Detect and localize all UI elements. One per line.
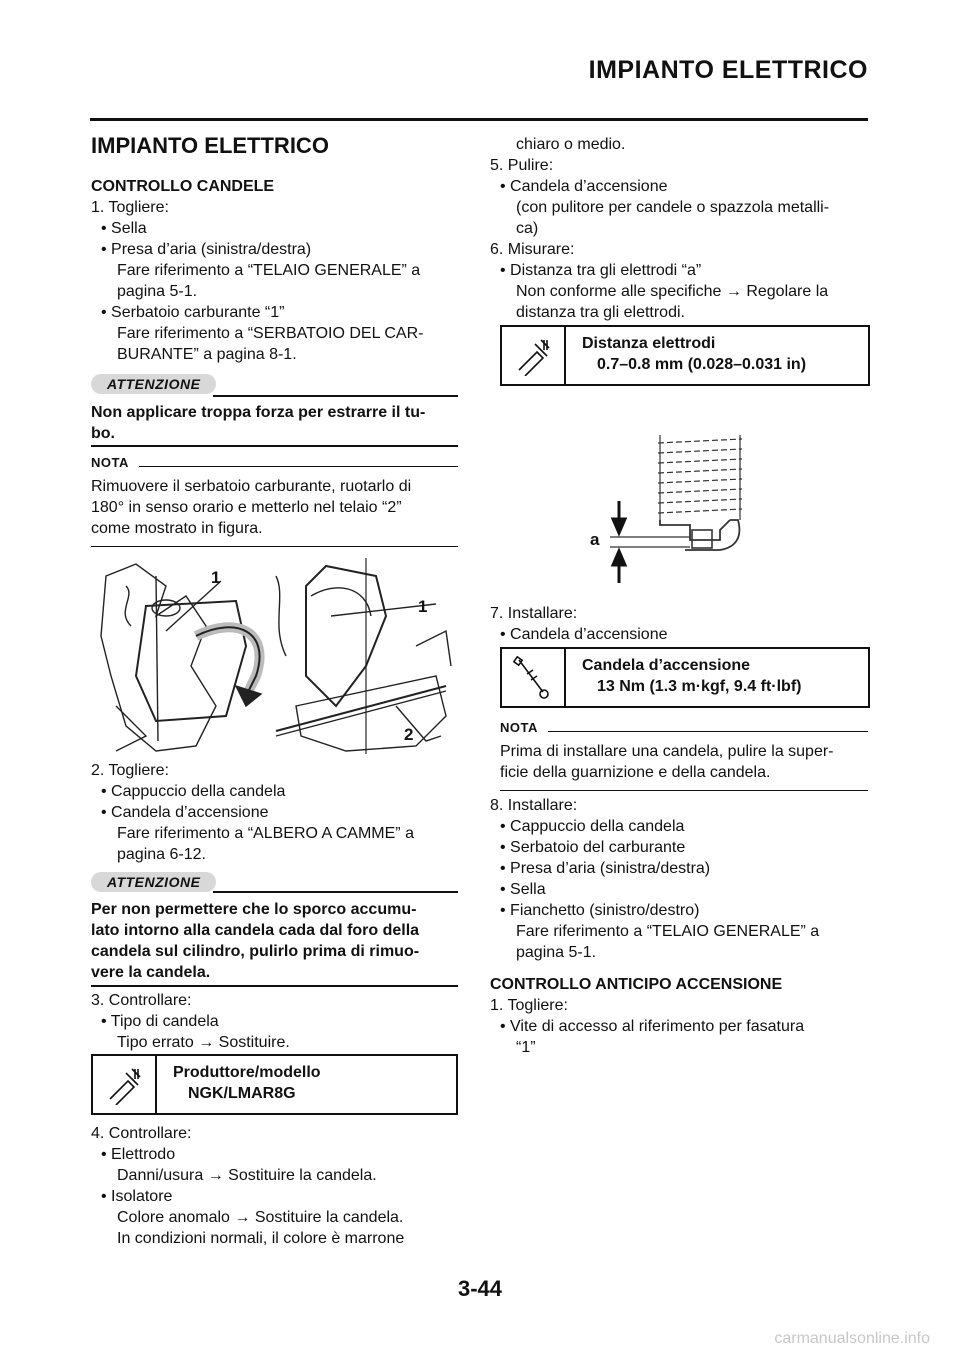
- caution-text: vere la candela.: [91, 964, 211, 981]
- step-2-ref: Fare riferimento a “ALBERO A CAMME” a: [117, 825, 414, 842]
- torque-wrench-icon: [502, 649, 566, 706]
- step-6: 6. Misurare:: [490, 241, 575, 258]
- figure-label-2: 2: [404, 725, 414, 744]
- step-5-item: • Candela d’accensione: [500, 178, 668, 195]
- step-2-item: • Cappuccio della candela: [101, 783, 286, 800]
- step-8-ref: Fare riferimento a “TELAIO GENERALE” a: [516, 923, 820, 940]
- nota-label: NOTA: [91, 455, 129, 470]
- step-2-ref: pagina 6-12.: [117, 846, 206, 863]
- step-8: 8. Installare:: [490, 797, 578, 814]
- page-header-title: IMPIANTO ELETTRICO: [588, 56, 868, 84]
- page-number: 3-44: [457, 1276, 503, 1301]
- step-8-item: • Fianchetto (sinistro/destro): [500, 902, 700, 919]
- spec-box-plug-model: [91, 1054, 458, 1115]
- step-b1: 1. Togliere:: [490, 997, 568, 1014]
- step-8-item: • Serbatoio del carburante: [500, 839, 686, 856]
- step-1-ref: BURANTE” a pagina 8-1.: [117, 346, 297, 363]
- step-8-item: • Cappuccio della candela: [500, 818, 685, 835]
- step-5-note: ca): [516, 220, 539, 237]
- subheading-anticipo: CONTROLLO ANTICIPO ACCENSIONE: [490, 976, 783, 993]
- fuel-tank-figure: [96, 556, 456, 756]
- figure-label-1: 1: [418, 597, 428, 616]
- step-3: 3. Controllare:: [91, 992, 192, 1009]
- step-4-action: Danni/usura → Sostituire la candela.: [117, 1167, 377, 1184]
- nota-rule: [139, 466, 458, 467]
- step-3-action: Tipo errato → Sostituire.: [117, 1034, 290, 1051]
- nota-text: 180° in senso orario e metterlo nel telaio “2”: [91, 499, 402, 516]
- step-1: 1. Togliere:: [91, 199, 169, 216]
- step-1-ref: pagina 5-1.: [117, 283, 198, 300]
- step-4-action: Colore anomalo → Sostituire la candela.: [117, 1209, 404, 1226]
- step-1-ref: Fare riferimento a “SERBATOIO DEL CAR-: [117, 325, 424, 342]
- spark-plug-gap-figure: [580, 425, 760, 585]
- step-2-item: • Candela d’accensione: [101, 804, 269, 821]
- spec-box-torque: [500, 647, 870, 708]
- step-6-action: Non conforme alle specifiche → Regolare la: [516, 283, 829, 300]
- spec-value: 13 Nm (1.3 m·kgf, 9.4 ft·lbf): [597, 678, 802, 695]
- nota-text: Prima di installare una candela, pulire la super-: [500, 743, 834, 760]
- spec-box-electrode-gap: [500, 325, 870, 386]
- step-4-item: • Isolatore: [101, 1188, 173, 1205]
- nota-rule: [548, 731, 868, 732]
- figure-label-1: 1: [211, 568, 221, 587]
- nota-text: ficie della guarnizione e della candela.: [500, 764, 771, 781]
- step-8-ref: pagina 5-1.: [516, 944, 597, 961]
- nota-label: NOTA: [500, 720, 538, 735]
- section-title: IMPIANTO ELETTRICO: [91, 133, 329, 158]
- caliper-icon: [502, 327, 566, 384]
- caution-rule: [213, 891, 458, 893]
- spec-value: 0.7–0.8 mm (0.028–0.031 in): [597, 356, 807, 373]
- step-5: 5. Pulire:: [490, 157, 554, 174]
- caution-rule: [213, 395, 458, 397]
- step-1-ref: Fare riferimento a “TELAIO GENERALE” a: [117, 262, 421, 279]
- header-rule: [90, 118, 868, 121]
- step-b1-item: • Vite di accesso al riferimento per fasatura: [500, 1018, 805, 1035]
- step-7: 7. Installare:: [490, 605, 578, 622]
- step-1-item: • Serbatoio carburante “1”: [101, 304, 285, 321]
- spec-title: Produttore/modello: [173, 1064, 321, 1081]
- nota-end-rule: [500, 790, 868, 791]
- watermark: carmanualsonline.info: [774, 1330, 930, 1347]
- step-1-item: • Presa d’aria (sinistra/destra): [101, 241, 312, 258]
- caution-end-rule: [91, 445, 458, 447]
- step-6-item: • Distanza tra gli elettrodi “a”: [500, 262, 702, 279]
- caution-text: Per non permettere che lo sporco accumu-: [91, 901, 417, 918]
- nota-text: Rimuovere il serbatoio carburante, ruotarlo di: [91, 478, 412, 495]
- step-b1-item: “1”: [516, 1039, 536, 1056]
- spec-title: Candela d’accensione: [582, 657, 751, 674]
- caution-text: lato intorno alla candela cada dal foro della: [91, 922, 420, 939]
- step-4-item: • Elettrodo: [101, 1146, 176, 1163]
- step-5-note: (con pulitore per candele o spazzola metalli-: [516, 199, 830, 216]
- step-1-item: • Sella: [101, 220, 147, 237]
- caution-label: ATTENZIONE: [91, 373, 216, 395]
- nota-end-rule: [91, 546, 458, 547]
- step-8-item: • Sella: [500, 881, 546, 898]
- nota-text: come mostrato in figura.: [91, 520, 263, 537]
- subheading-controllo-candele: CONTROLLO CANDELE: [91, 178, 275, 195]
- step-2: 2. Togliere:: [91, 762, 169, 779]
- caution-text: candela sul cilindro, pulirlo prima di rimuo-: [91, 943, 420, 960]
- caution-text: bo.: [91, 425, 115, 442]
- caution-text: Non applicare troppa forza per estrarre il tu-: [91, 404, 426, 421]
- figure-label-a: a: [590, 530, 600, 549]
- step-7-item: • Candela d’accensione: [500, 626, 668, 643]
- step-8-item: • Presa d’aria (sinistra/destra): [500, 860, 711, 877]
- step-4-action: In condizioni normali, il colore è marrone: [117, 1230, 405, 1247]
- spec-value: NGK/LMAR8G: [188, 1085, 296, 1102]
- continued-text: chiaro o medio.: [516, 136, 626, 153]
- caution-label: ATTENZIONE: [91, 871, 216, 893]
- caliper-icon: [93, 1056, 157, 1113]
- spec-title: Distanza elettrodi: [582, 335, 716, 352]
- caution-end-rule: [91, 985, 458, 987]
- step-3-item: • Tipo di candela: [101, 1013, 219, 1030]
- step-6-action: distanza tra gli elettrodi.: [516, 304, 685, 321]
- step-4: 4. Controllare:: [91, 1125, 192, 1142]
